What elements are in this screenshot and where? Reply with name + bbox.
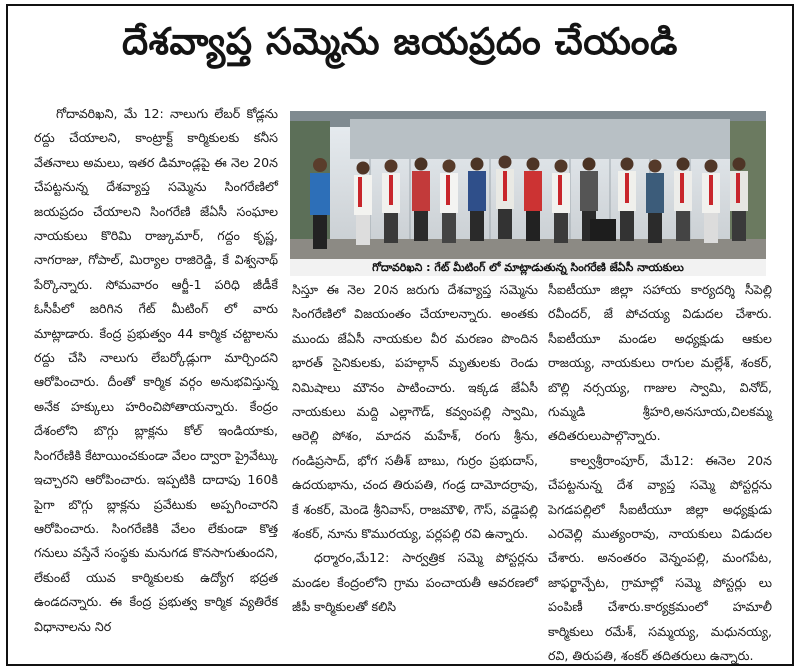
article-column-2	[292, 278, 538, 620]
paragraph: ధర్మారం,మే12: సార్వత్రిక సమ్మె పోస్టర్లను మండల కేంద్రంలోని గ్రామ పంచాయతీ ఆవరణలో జీపీ కార్మికులతో కలిసి	[292, 550, 538, 615]
paragraph: సీఐటీయూ జిల్లా సహాయ కార్యదర్శి సీపెల్లి రవీందర్, జే పోచయ్య విడుదల చేశారు. సీఐటీయూ మండల అధ్యక్షుడు ఆకుల రాజయ్య, నాయకులు రాగుల మల్లేశ్, శంకర్, బొల్లి నర్సయ్య, గాజుల స్వామి, వినోద్, గుమ్మడి శ్రీహరి,అనసూయ,చిలకమ్మ తదితరులుపాల్గొన్నారు.	[548, 282, 772, 444]
paragraph: కాల్వశ్రీరాంపూర్, మే12: ఈనెల 20న చేపట్టనున్న దేశ వ్యాప్త సమ్మె పోస్టర్లను పెగడపల్లిలో సీఐటీయూ జిల్లా అధ్యక్షుడు ఎరవెల్లి ముత్యంరావు, నాయకులు విడుదల చేశారు. అనంతరం వెన్నంపల్లి, మంగపేట, జాఫర్ఖాన్పేట, గ్రామాల్లో సమ్మె పోస్టర్లు లు పంపిణీ చేశారు.కార్యక్రమంలో హమాలీ కార్మికులు రమేశ్, సమ్మయ్య, మధునయ్య, రవి, తిరుపతి, శంకర్ తదితరులు ఉన్నారు.	[548, 452, 772, 664]
news-photo	[290, 111, 766, 259]
photo-caption: గోదావరిఖని : గేట్ మీటింగ్ లో మాట్లాడుతున్న సింగరేణి జేఏసీ నాయకులు	[290, 259, 766, 276]
article-headline: దేశవ్యాప్త సమ్మెను జయప్రదం చేయండి	[122, 20, 678, 63]
article-column-3	[548, 278, 772, 669]
paragraph: సిస్తూ ఈ నెల 20న జరుగు దేశవ్యాప్త సమ్మెను సింగరేణిలో విజయంతం చేయాలన్నారు. అంతకు ముందు జేఏసీ నాయకుల వీర మరణం పొందిన భారత్ సైనికులకు, పహల్గాన్ మృతులకు రెండు నిమిషాలు మౌనం పాటించారు. ఇక్కడ జేఏసీ నాయకులు మద్ది ఎల్లాగౌడ్, కవ్వంపల్లి స్వామి, ఆరెల్లి పోశం, మాదన మహేశ్, రంగు శ్రీను, గండిప్రసాద్, భోగ సతీశ్ బాబు, గుర్రం ప్రభుదాస్, ఉదయభాను, చంద తిరుపతి, గండ్ర దామోదర్రావు, కే శంకర్, మెండె శ్రీనివాస్, రాజమౌళి, గౌస్, వడ్డెపల్లి శంకర్, నూను కొమురయ్య, పర్లపల్లి రవి ఉన్నారు.	[292, 282, 538, 542]
article-column-1	[34, 102, 278, 639]
rally-photo-illustration	[290, 111, 766, 259]
paragraph: గోదావరిఖని, మే 12: నాలుగు లేబర్ కోడ్లను రద్దు చేయాలని, కాంట్రాక్ట్ కార్మికులకు కనీస వేతనాలు అమలు, ఇతర డిమాండ్లపై ఈ నెల 20న చేపట్టనున్న దేశవ్యాప్త సమ్మెను సింగరేణిలో జయప్రదం చేయాలని సింగరేణి జేఏసీ సంఘాల నాయకులు కొరిమి రాజ్కుమార్, గద్దం కృష్ణ, నాగరాజు, గోపాల్, మిర్యాల రాజిరెడ్డి, కే విశ్వనాథ్ పేర్కొన్నారు. సోమవారం ఆర్జీ-1 పరిధి జీడీకే ఓసీపీలో జరిగిన గేట్ మీటింగ్ లో వారు మాట్లాడారు. కేంద్ర ప్రభుత్వం 44 కార్మిక చట్టాలను రద్దు చేసి నాలుగు లేబర్కోడ్లుగా మార్చిందని ఆరోపించారు. దీంతో కార్మిక వర్గం అనుభవిస్తున్న అనేక హక్కులు హరించిపోతాయన్నారు. కేంద్రం దేశంలోని బొగ్గు బ్లాక్లను కోల్ ఇండియాకు, సింగరేణికి కేటాయించకుండా వేలం ద్వారా ప్రైవేట్కు ఇచ్చారని ఆరోపించారు. ఇప్పటికి దాదాపు 160కి పైగా బొగ్గు బ్లాక్లను ప్రవేటుకు అప్పగించారని ఆరోపించారు. సింగరేణికి వేలం లేకుండా కొత్త గనులు వస్తేనే సంస్థకు మనుగడ కొనసాగుతుందని, లేకుంటే యువ కార్మికులకు ఉద్యోగ భద్రత ఉండదన్నారు. ఈ కేంద్ర ప్రభుత్వ కార్మిక వ్యతిరేక విధానాలను నిర	[34, 106, 278, 634]
